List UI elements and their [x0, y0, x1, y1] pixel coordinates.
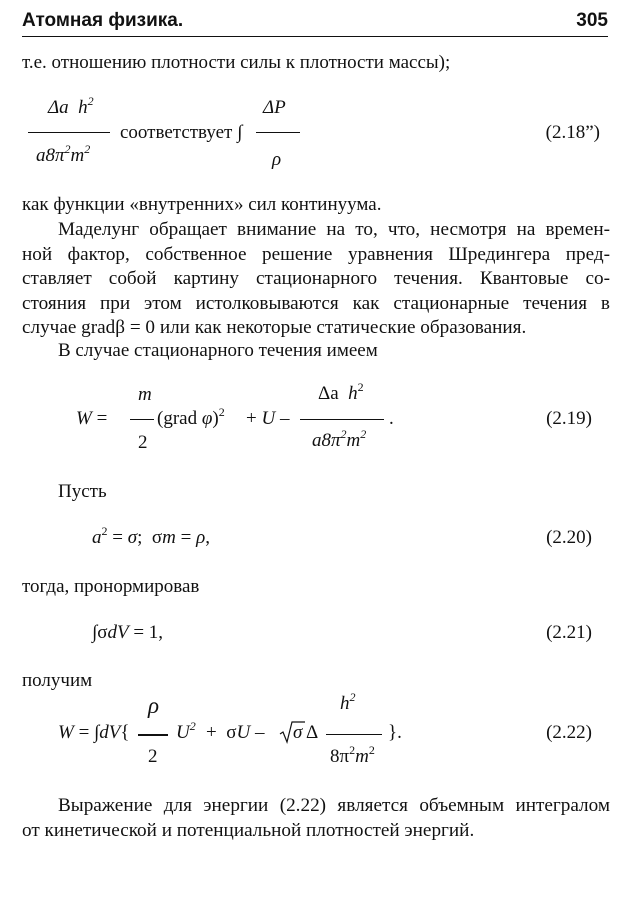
- eq222-frac-denominator: 2: [148, 746, 158, 767]
- eq219-plus-u: + U –: [246, 408, 290, 429]
- eq218-right-fraction-bar: [256, 132, 300, 133]
- conclusion-line-1: Выражение для энергии (2.22) является объемным интегралом: [58, 795, 610, 816]
- eq219-grad-term: (grad φ)$^2$: [157, 405, 225, 429]
- eq219-frac-denominator: 2: [138, 432, 148, 453]
- eq218-left-fraction-bar: [28, 132, 110, 133]
- eq222-lhs: W = ∫dV{: [58, 722, 130, 743]
- eq222-middle: + σU –: [206, 722, 265, 743]
- paragraph-madelung: [22, 218, 610, 341]
- madelung-line-2: ной фактор, собственное решение уравнения Шредингера пред-: [22, 243, 610, 265]
- eq222-number: (2.22): [546, 722, 592, 743]
- eq218-left-denominator: $a8\pi^2m^2$: [36, 142, 91, 166]
- eq221-expression: ∫σdV = 1,: [92, 622, 164, 643]
- paragraph-let: Пусть: [58, 481, 107, 502]
- paragraph-continuum: как функции «внутренних» сил континуума.: [22, 194, 382, 215]
- madelung-line-1: Маделунг обращает внимание на то, что, несмотря на времен-: [58, 219, 610, 240]
- eq219-lhs: W =: [76, 408, 108, 429]
- paragraph-obtain: получим: [22, 670, 93, 691]
- eq218-middle-text: соответствует ∫: [120, 122, 243, 143]
- eq222-frac-numerator: ρ: [148, 693, 160, 718]
- eq218-left-numerator: Δa $h^2$: [48, 94, 94, 118]
- eq219-right-denominator: $a8\pi^2m^2$: [312, 427, 367, 451]
- paragraph-conclusion: [22, 794, 610, 843]
- conclusion-line-2: от кинетической и потенциальной плотностей энергий.: [22, 819, 475, 841]
- eq222-right-denominator: $8\pi^2m^2$: [330, 743, 375, 767]
- eq219-dot: .: [389, 408, 394, 429]
- paragraph-normalizing: тогда, пронормировав: [22, 576, 200, 597]
- eq220-number: (2.20): [546, 527, 592, 548]
- eq219-right-fraction-bar: [300, 419, 384, 420]
- eq222-frac-bar: [138, 734, 168, 736]
- eq222-right-numerator: $h^2$: [340, 690, 356, 714]
- paragraph-stationary: В случае стационарного течения имеем: [58, 340, 378, 361]
- running-header: [22, 8, 608, 37]
- madelung-line-4: стояния при этом истолковываются как стационарные течения в: [22, 292, 610, 314]
- paragraph-intro: т.е. отношению плотности силы к плотности массы);: [22, 52, 451, 73]
- madelung-line-5: случае gradβ = 0 или как некоторые статические образования.: [22, 317, 527, 339]
- page-number: 305: [576, 10, 608, 31]
- running-title: Атомная физика.: [22, 10, 184, 31]
- eq222-u-squared: $U^2$: [176, 719, 196, 743]
- eq222-right-fraction-bar: [326, 734, 382, 735]
- madelung-line-3: ставляет собой картину стационарного течения. Квантовые со-: [22, 268, 610, 290]
- eq220-expression: $a^2 = \sigma$; σm = ρ,: [92, 524, 210, 548]
- eq222-close: }.: [388, 722, 402, 743]
- eq218-right-denominator: ρ: [272, 149, 282, 170]
- eq221-number: (2.21): [546, 622, 592, 643]
- eq219-right-numerator: Δa $h^2$: [318, 380, 364, 404]
- eq219-frac-numerator: m: [138, 384, 152, 405]
- eq219-frac-bar: [130, 419, 154, 420]
- eq218-number: (2.18”): [545, 122, 600, 143]
- eq222-delta: Δ: [306, 722, 319, 743]
- eq218-right-numerator: ΔP: [263, 97, 286, 118]
- eq219-number: (2.19): [546, 408, 592, 429]
